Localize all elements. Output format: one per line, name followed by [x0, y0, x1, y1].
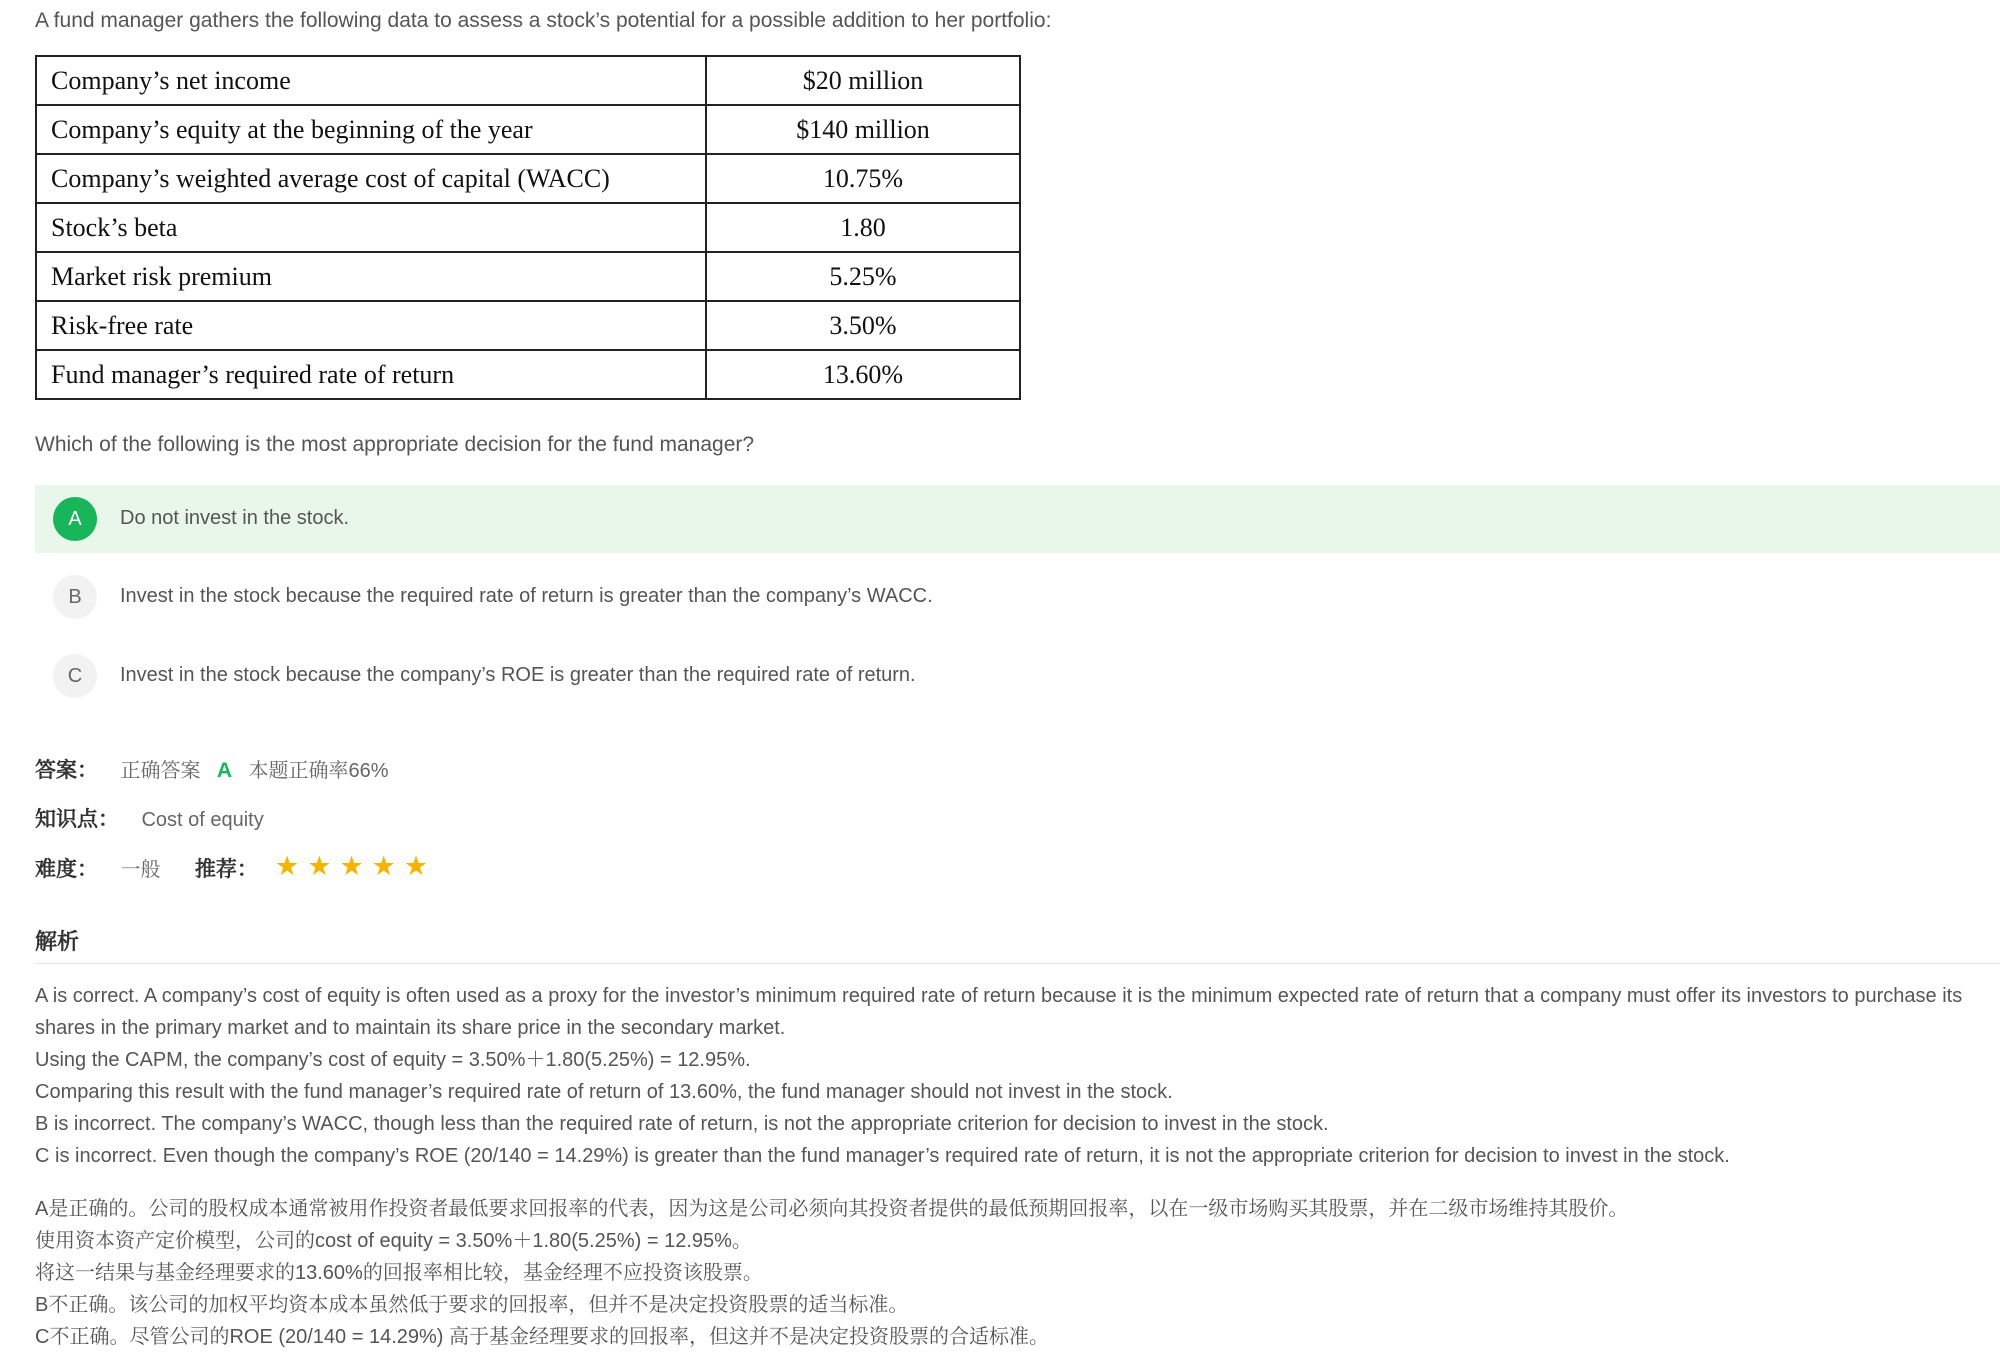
table-row [36, 301, 1020, 350]
difficulty-value: 一般 [120, 859, 161, 881]
answer-row [35, 754, 389, 784]
analysis-paragraph: A是正确的。公司的股权成本通常被用作投资者最低要求回报率的代表，因为这是公司必须向其投资者提供的最低预期回报率，以在一级市场购买其股票，并在二级市场维持其股价。 [35, 1198, 1629, 1220]
analysis-paragraph: B is incorrect. The company’s WACC, though less than the required rate of return, is not the appropriate criterion for decision to invest in the stock. [35, 1113, 1329, 1135]
answer-prefix: 正确答案 [120, 760, 201, 782]
difficulty-row [35, 853, 258, 883]
analysis-paragraph: C不正确。尽管公司的ROE (20/140 = 14.29%) 高于基金经理要求的回报率，但这并不是决定投资股票的合适标准。 [35, 1326, 1050, 1348]
star-icon: ★ [403, 851, 429, 881]
row-value: 3.50% [706, 301, 1020, 350]
row-label: Company’s weighted average cost of capital (WACC) [36, 154, 706, 203]
row-label: Company’s net income [36, 56, 706, 105]
knowledge-label: 知识点： [35, 808, 119, 831]
question-intro: A fund manager gathers the following data to assess a stock’s potential for a possible addition to her portfolio: [35, 9, 1052, 32]
table-row [36, 56, 1020, 105]
option-a-text: Do not invest in the stock. [120, 507, 350, 529]
analysis-paragraph: 将这一结果与基金经理要求的13.60%的回报率相比较，基金经理不应投资该股票。 [35, 1262, 763, 1284]
knowledge-value: Cost of equity [141, 809, 264, 831]
option-b-text: Invest in the stock because the required rate of return is greater than the company’s WACC. [120, 585, 933, 607]
analysis-paragraph: Comparing this result with the fund manager’s required rate of return of 13.60%, the fund manager should not invest in the stock. [35, 1081, 1173, 1103]
star-icon: ★ [371, 851, 396, 881]
question-text: Which of the following is the most appropriate decision for the fund manager? [35, 433, 755, 456]
row-label: Fund manager’s required rate of return [36, 350, 706, 399]
table-row [36, 105, 1020, 154]
analysis-chinese [35, 1193, 1965, 1353]
recommend-label: 推荐： [194, 858, 258, 881]
row-label: Risk-free rate [36, 301, 706, 350]
analysis-english [35, 980, 1965, 1172]
table-row [36, 252, 1020, 301]
option-b-badge: B [53, 575, 97, 619]
answer-label: 答案： [35, 759, 98, 782]
row-value: $140 million [706, 105, 1020, 154]
knowledge-row [35, 803, 264, 833]
recommend-stars [275, 851, 436, 882]
row-label: Market risk premium [36, 252, 706, 301]
analysis-paragraph: 使用资本资产定价模型，公司的cost of equity = 3.50%＋1.80(5.25%) = 12.95%。 [35, 1230, 752, 1252]
row-value: 1.80 [706, 203, 1020, 252]
row-value: 5.25% [706, 252, 1020, 301]
option-a[interactable] [35, 485, 2000, 553]
data-table [35, 55, 1021, 400]
option-c-text: Invest in the stock because the company’s ROE is greater than the required rate of return. [120, 664, 916, 686]
row-value: 10.75% [706, 154, 1020, 203]
divider [35, 963, 2000, 964]
row-value: $20 million [706, 56, 1020, 105]
difficulty-label: 难度： [35, 858, 98, 881]
star-icon: ★ [339, 851, 364, 881]
analysis-paragraph: B不正确。该公司的加权平均资本成本虽然低于要求的回报率，但并不是决定投资股票的适当标准。 [35, 1294, 909, 1316]
analysis-paragraph: C is incorrect. Even though the company’s ROE (20/140 = 14.29%) is greater than the fund manager’s required rate of return, it is not the appropriate criterion for decision to invest in the stock. [35, 1145, 1730, 1167]
star-icon: ★ [307, 851, 332, 881]
option-b[interactable] [35, 563, 2000, 631]
option-a-badge: A [53, 497, 97, 541]
table-row [36, 154, 1020, 203]
table-row [36, 350, 1020, 399]
row-value: 13.60% [706, 350, 1020, 399]
analysis-paragraph: A is correct. A company’s cost of equity is often used as a proxy for the investor’s minimum required rate of return because it is the minimum expected rate of return that a company must offer its investors to purchase its shares in the primary market and to maintain its share price in the secondary market. [35, 985, 1963, 1039]
table-row [36, 203, 1020, 252]
option-c-badge: C [53, 654, 97, 698]
row-label: Stock’s beta [36, 203, 706, 252]
answer-letter: A [216, 759, 233, 782]
answer-rate: 本题正确率66% [248, 760, 389, 782]
analysis-paragraph: Using the CAPM, the company’s cost of equity = 3.50%＋1.80(5.25%) = 12.95%. [35, 1049, 751, 1071]
option-c[interactable] [35, 642, 2000, 710]
row-label: Company’s equity at the beginning of the year [36, 105, 706, 154]
analysis-title: 解析 [35, 929, 80, 954]
star-icon: ★ [275, 851, 300, 881]
